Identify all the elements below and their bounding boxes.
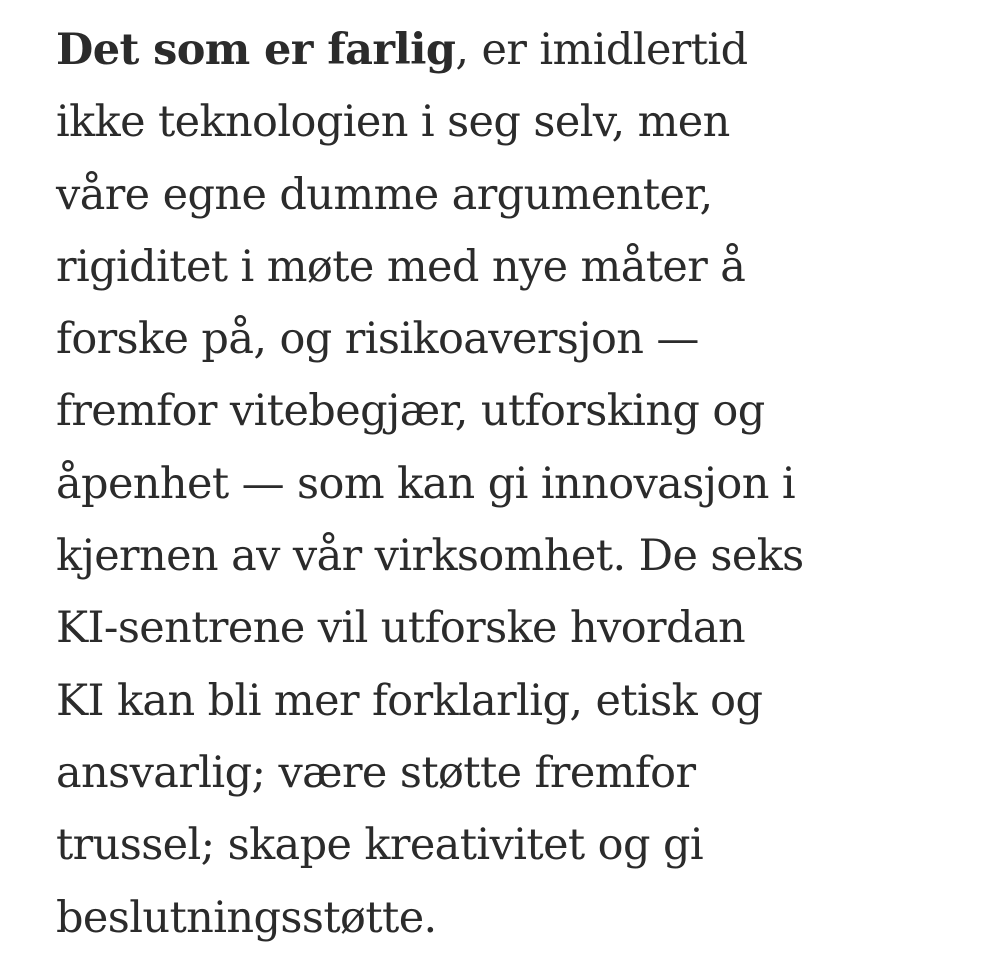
paragraph-line-2: ikke teknologien i seg selv, men [56,97,730,148]
paragraph-line-8: kjernen av vår virksomhet. De seks [56,531,804,582]
paragraph-line-9: KI-sentrene vil utforske hvordan [56,603,746,654]
article-paragraph [56,14,986,954]
paragraph-line-6: fremfor vitebegjær, utforsking og [56,386,765,437]
bold-lead-phrase: Det som er farlig [56,25,456,75]
line-1-rest: , er imidlertid [455,25,748,75]
paragraph-line-11: ansvarlig; være støtte fremfor [56,747,696,798]
paragraph-line-13: beslutningsstøtte. [56,892,437,943]
paragraph-line-3: våre egne dumme argumenter, [56,169,713,220]
paragraph-line-12: trussel; skape kreativitet og gi [56,820,704,871]
paragraph-line-10: KI kan bli mer forklarlig, etisk og [56,675,763,726]
paragraph-line-7: åpenhet — som kan gi innovasjon i [56,458,796,509]
paragraph-line-5: forske på, og risikoaversjon — [56,314,699,365]
paragraph-line-4: rigiditet i møte med nye måter å [56,241,746,292]
paragraph-line-1 [56,14,986,86]
